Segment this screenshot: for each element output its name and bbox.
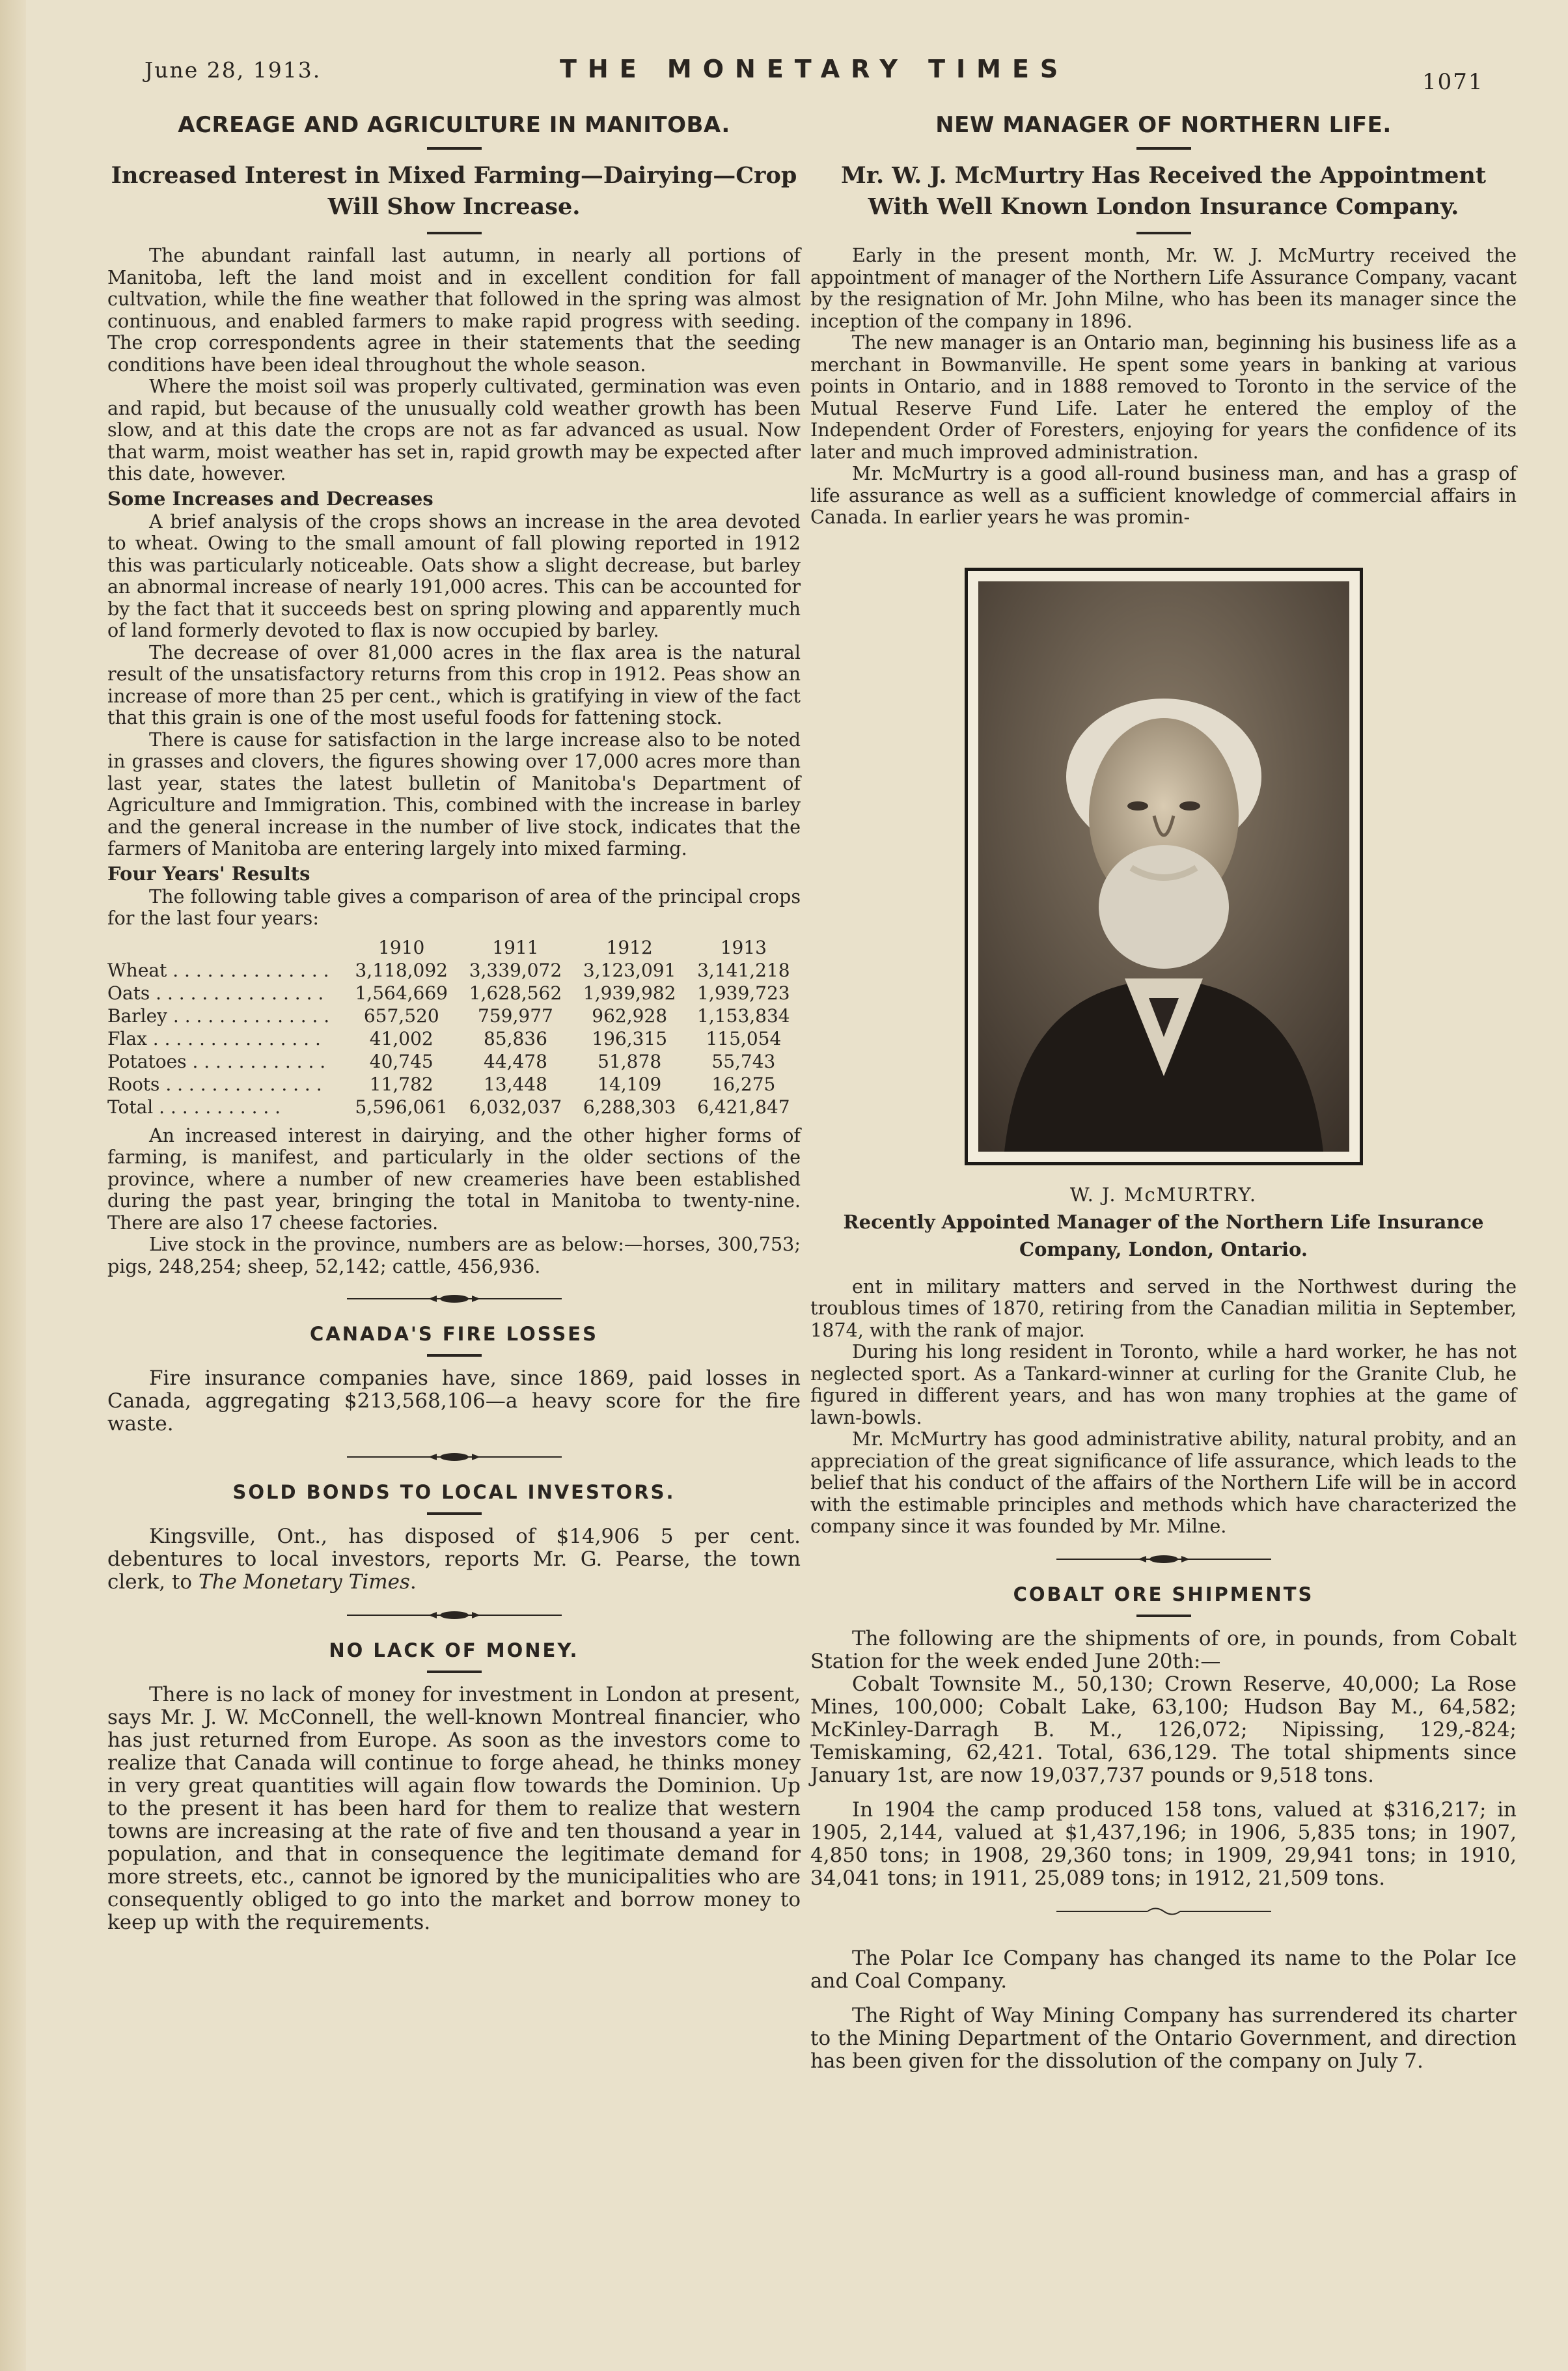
total-value: 5,596,061 [355,1096,448,1118]
cobalt-paragraph: Cobalt Townsite M., 50,130; Crown Reserve, 40,000; La Rose Mines, 100,000; Cobalt Lake, 63,100; Hudson Bay M., 64,582; McKinley-Darragh B. M., 126,072; Nipissing, 129,-824; Temiskaming, 62,421. Total, 636,129. The total shipments since January 1st, are now 19,037,737 pounds or 9,518 tons. [810,1672,1517,1787]
manitoba-paragraph: A brief analysis of the crops shows an increase in the area devoted to wheat. Owing to the small amount of fall plowing reported in 1912 this was particularly noticeable. Oats show a slight decrease, but barley an abnormal increase of nearly 191,000 acres. This can be accounted for by the fact that it succeeds best on spring plowing and apparently much of land formerly devoted to flax is now occupied by barley. [107,510,801,641]
no-lack-paragraph: There is no lack of money for investment in London at present, says Mr. J. W. McConnell, the well-known Montreal financier, who has just returned from Europe. As soon as the investors come to realize that Canada will continue to forge ahead, he thinks money in very great quantities will again flow towards the Dominion. Up to the present it has been hard for them to realize that western towns are increasing at the rate of five and ten thousand a year in population, and that in consequence the legitimate demand for more streets, etc., cannot be ignored by the municipalities who are consequently obliged to go into the market and borrow money to keep up with the requirements. [107,1683,801,1934]
crop-name: Roots . . . . . . . . . . . . . . [107,1073,322,1095]
cobalt-paragraph: In 1904 the camp produced 158 tons, valued at $316,217; in 1905, 2,144, valued at $1,437,196; in 1906, 5,835 tons; in 1907, 4,850 tons; in 1908, 29,360 tons; in 1909, 29,941 tons; in 1910, 34,041 tons; in 1911, 25,089 tons; in 1912, 21,509 tons. [810,1797,1517,1890]
table-row [107,1005,801,1027]
manitoba-paragraph: Where the moist soil was properly cultivated, germination was even and rapid, but because of the unusually cold weather growth has been slow, and at this date the crops are not as far advanced as usual. Now that warm, moist weather has set in, rapid growth may be expected after this date, however. [107,375,801,484]
crop-name: Potatoes . . . . . . . . . . . . [107,1050,326,1072]
photo-caption-description: Recently Appointed Manager of the Northern Life Insurance Company, London, Ontario. [843,1210,1484,1260]
headline-rule [427,1354,482,1357]
manitoba-paragraph: An increased interest in dairying, and the other higher forms of farming, is manifest, and particularly in the older sections of the province, where a number of new creameries have been established during the past year, bringing the total in Manitoba to twenty-nine. There are also 17 cheese factories. [107,1124,801,1234]
fire-losses-paragraph: Fire insurance companies have, since 1869, paid losses in Canada, aggregating $213,568,106—a heavy score for the fire waste. [107,1366,801,1435]
crop-value: 1,564,669 [355,982,448,1004]
crop-value: 3,339,072 [469,959,562,981]
right-column [810,104,1517,2073]
sold-bonds-paragraph [107,1525,801,1594]
table-total-row [107,1096,801,1118]
year-header: 1913 [720,936,767,958]
manitoba-paragraph: The decrease of over 81,000 acres in the flax area is the natural result of the unsatisfactory returns from this crop in 1912. Peas show an increase of more than 25 per cent., which is gratifying in view of the fact that this grain is one of the most useful foods for fattening stock. [107,641,801,728]
article-headline-northern-life: NEW MANAGER OF NORTHERN LIFE. [935,112,1392,138]
headline-rule [427,1671,482,1673]
table-row [107,982,801,1005]
crop-value: 3,141,218 [697,959,790,981]
crop-value: 3,118,092 [355,959,448,981]
manitoba-paragraph: Live stock in the province, numbers are as below:—horses, 300,753; pigs, 248,254; sheep, 52,142; cattle, 456,936. [107,1233,801,1277]
table-row [107,1073,801,1096]
crop-value: 51,878 [598,1050,662,1072]
total-value: 6,288,303 [583,1096,676,1118]
table-row [107,1050,801,1073]
news-note: The Right of Way Mining Company has surrendered its charter to the Mining Department of the Ontario Government, and direction has been given for the dissolution of the company on July 7. [810,2003,1517,2073]
crop-name: Flax . . . . . . . . . . . . . . . [107,1027,321,1049]
crop-name: Wheat . . . . . . . . . . . . . . [107,959,329,981]
crop-name: Oats . . . . . . . . . . . . . . . [107,982,324,1004]
crop-value: 1,628,562 [469,982,562,1004]
article-subhead-northern-life: Mr. W. J. McMurtry Has Received the Appointment With Well Known London Insurance Company. [840,162,1487,220]
crop-value: 1,153,834 [697,1005,790,1027]
northern-life-paragraph: The new manager is an Ontario man, beginning his business life as a merchant in Bowmanville. He spent some years in banking at various points in Ontario, and in 1888 removed to Toronto in the service of the Mutual Reserve Fund Life. Later he entered the employ of the Independent Order of Foresters, enjoying for years the confidence of its later and much improved administration. [810,331,1517,463]
portrait-photo [978,581,1349,1152]
year-header: 1911 [492,936,539,958]
crop-value: 657,520 [363,1005,439,1027]
sold-bonds-end: . [409,1570,417,1594]
article-headline-cobalt: COBALT ORE SHIPMENTS [1013,1583,1314,1605]
subhead-rule [427,232,482,234]
northern-life-paragraph: Mr. McMurtry has good administrative ability, natural probity, and an appreciation of the great significance of life assurance, which leads to the belief that his conduct of the affairs of the Northern Life will be in accord with the estimable principles and methods which have characterized the company since it was founded by Mr. Milne. [810,1428,1517,1537]
section-title-increases: Some Increases and Decreases [107,487,433,510]
article-subhead-manitoba: Increased Interest in Mixed Farming—Dairying—Crop Will Show Increase. [111,162,797,220]
northern-life-paragraph: Mr. McMurtry is a good all-round business man, and has a grasp of life assurance as well as a sufficient knowledge of commercial affairs in Canada. In earlier years he was promin- [810,462,1517,528]
article-headline-no-lack: NO LACK OF MONEY. [329,1639,579,1661]
crop-value: 13,448 [483,1073,547,1095]
crop-value: 41,002 [369,1027,433,1049]
crop-value: 40,745 [369,1050,433,1072]
headline-rule [1136,1615,1191,1617]
photo-caption-name: W. J. McMURTRY. [1069,1183,1258,1206]
crop-value: 3,123,091 [583,959,676,981]
crop-value: 11,782 [369,1073,433,1095]
crop-area-table [107,936,801,1118]
section-divider-wave [1056,1906,1271,1917]
total-value: 6,032,037 [469,1096,562,1118]
article-headline-sold-bonds: SOLD BONDS TO LOCAL INVESTORS. [232,1481,676,1503]
page-header [0,55,1568,94]
crop-value: 44,478 [483,1050,547,1072]
crop-value: 196,315 [592,1027,668,1049]
headline-rule [427,147,482,150]
crop-value: 115,054 [706,1027,782,1049]
manitoba-paragraph: There is cause for satisfaction in the large increase also to be noted in grasses and clovers, the figures showing over 17,000 acres more than last year, states the latest bulletin of Manitoba's Department of Agriculture and Immigration. This, combined with the increase in barley and the general increase in the number of live stock, indicates that the farmers of Manitoba are entering largely into mixed farming. [107,728,801,859]
left-column [107,104,801,1934]
subhead-rule [1136,232,1191,234]
headline-rule [427,1512,482,1515]
section-divider-ornament [1056,1553,1271,1565]
crop-value: 14,109 [598,1073,662,1095]
crop-value: 759,977 [478,1005,553,1027]
section-title-results: Four Years' Results [107,862,310,885]
publication-reference: The Monetary Times [198,1570,410,1594]
northern-life-paragraph: Early in the present month, Mr. W. J. McMurtry received the appointment of manager of the Northern Life Assurance Company, vacant by the resignation of Mr. John Milne, who has been its manager since the inception of the company in 1896. [810,244,1517,332]
section-divider-ornament [347,1609,562,1621]
total-value: 6,421,847 [697,1096,790,1118]
article-headline-manitoba: ACREAGE AND AGRICULTURE IN MANITOBA. [178,112,730,138]
crop-value: 1,939,723 [697,982,790,1004]
section-divider-ornament [347,1293,562,1305]
crop-name: Barley . . . . . . . . . . . . . . [107,1005,330,1027]
publication-title: THE MONETARY TIMES [560,55,1069,83]
table-row [107,959,801,982]
total-label: Total . . . . . . . . . . . [107,1096,281,1118]
sold-bonds-text: Kingsville, Ont., has disposed of $14,906 5 per cent. debentures to local investors, reports Mr. G. Pearse, the town clerk, to [107,1525,801,1594]
headline-rule [1136,147,1191,150]
section-divider-ornament [347,1451,562,1463]
crop-value: 1,939,982 [583,982,676,1004]
issue-date: June 28, 1913. [144,57,322,83]
news-note: The Polar Ice Company has changed its name to the Polar Ice and Coal Company. [810,1946,1517,1993]
year-header: 1910 [378,936,425,958]
crop-value: 55,743 [711,1050,776,1072]
northern-life-paragraph: ent in military matters and served in the Northwest during the troublous times of 1870, retiring from the Canadian militia in September, 1874, with the rank of major. [810,1275,1517,1341]
crop-value: 16,275 [711,1073,776,1095]
manitoba-paragraph: The abundant rainfall last autumn, in nearly all portions of Manitoba, left the land moist and in excellent condition for fall cultvation, while the fine weather that followed in the spring was almost continuous, and enabled farmers to make rapid progress with seeding. The crop correspondents agree in their statements that the seeding conditions have been ideal throughout the whole season. [107,244,801,376]
table-row [107,1027,801,1050]
crop-value: 962,928 [592,1005,668,1027]
table-header-row [107,936,801,959]
year-header: 1912 [606,936,653,958]
crop-value: 85,836 [483,1027,547,1049]
page-binding-edge [0,0,26,2371]
northern-life-paragraph: During his long resident in Toronto, while a hard worker, he has not neglected sport. As a Tankard-winner at curling for the Granite Club, he figured in different years, and has won many trophies at the game of lawn-bowls. [810,1340,1517,1428]
portrait-photo-frame [965,568,1363,1165]
page-number: 1071 [1422,69,1484,95]
cobalt-paragraph: The following are the shipments of ore, in pounds, from Cobalt Station for the week ended June 20th:— [810,1626,1517,1673]
table-intro: The following table gives a comparison of area of the principal crops for the last four years: [107,885,801,929]
article-headline-fire-losses: CANADA'S FIRE LOSSES [310,1323,598,1345]
